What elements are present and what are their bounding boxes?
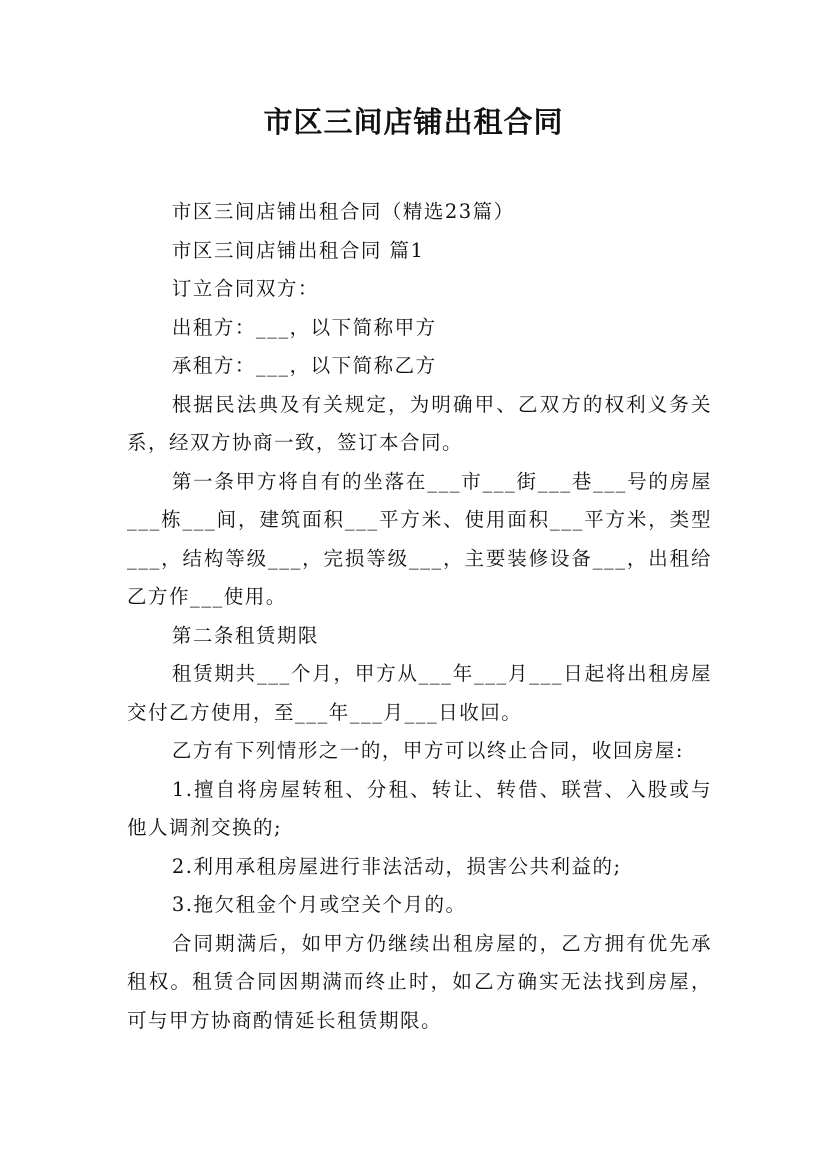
paragraph-basis: 根据民法典及有关规定，为明确甲、乙双方的权利义务关系，经双方协商一致，签订本合同。 — [127, 392, 712, 454]
paragraph-article-2-heading: 第二条租赁期限 — [171, 623, 319, 647]
document-body — [127, 193, 712, 1040]
paragraph-lessee: 承租方：___，以下简称乙方 — [171, 354, 437, 377]
paragraph-termination-conditions: 乙方有下列情形之一的，甲方可以终止合同，收回房屋: — [171, 739, 684, 762]
paragraph-condition-1: 1.擅自将房屋转租、分租、转让、转借、联营、入股或与他人调剂交换的; — [127, 777, 712, 839]
paragraph-condition-3: 3.拖欠租金个月或空关个月的。 — [171, 893, 467, 916]
paragraph-renewal: 合同期满后，如甲方仍继续出租房屋的，乙方拥有优先承租权。租赁合同因期满而终止时，如乙方确实无法找到房屋，可与甲方协商酌情延长租赁期限。 — [127, 931, 712, 1032]
paragraph-section-heading: 市区三间店铺出租合同 篇1 — [171, 238, 425, 262]
paragraph-lessor: 出租方：___，以下简称甲方 — [171, 315, 437, 339]
paragraph-parties-intro: 订立合同双方： — [171, 277, 319, 300]
paragraph-condition-2: 2.利用承租房屋进行非法活动，损害公共利益的; — [171, 854, 622, 878]
paragraph-lease-term: 租赁期共___个月，甲方从___年___月___日起将出租房屋交付乙方使用，至___年___月___日收回。 — [127, 662, 712, 724]
paragraph-article-1: 第一条甲方将自有的坐落在___市___街___巷___号的房屋___栋___间，建筑面积___平方米、使用面积___平方米，类型___，结构等级___，完损等级___，主要装修设备___，出租给乙方作___使用。 — [127, 469, 712, 608]
document-title: 市区三间店铺出租合同 — [263, 105, 564, 139]
paragraph-subtitle: 市区三间店铺出租合同（精选23篇） — [171, 200, 515, 223]
